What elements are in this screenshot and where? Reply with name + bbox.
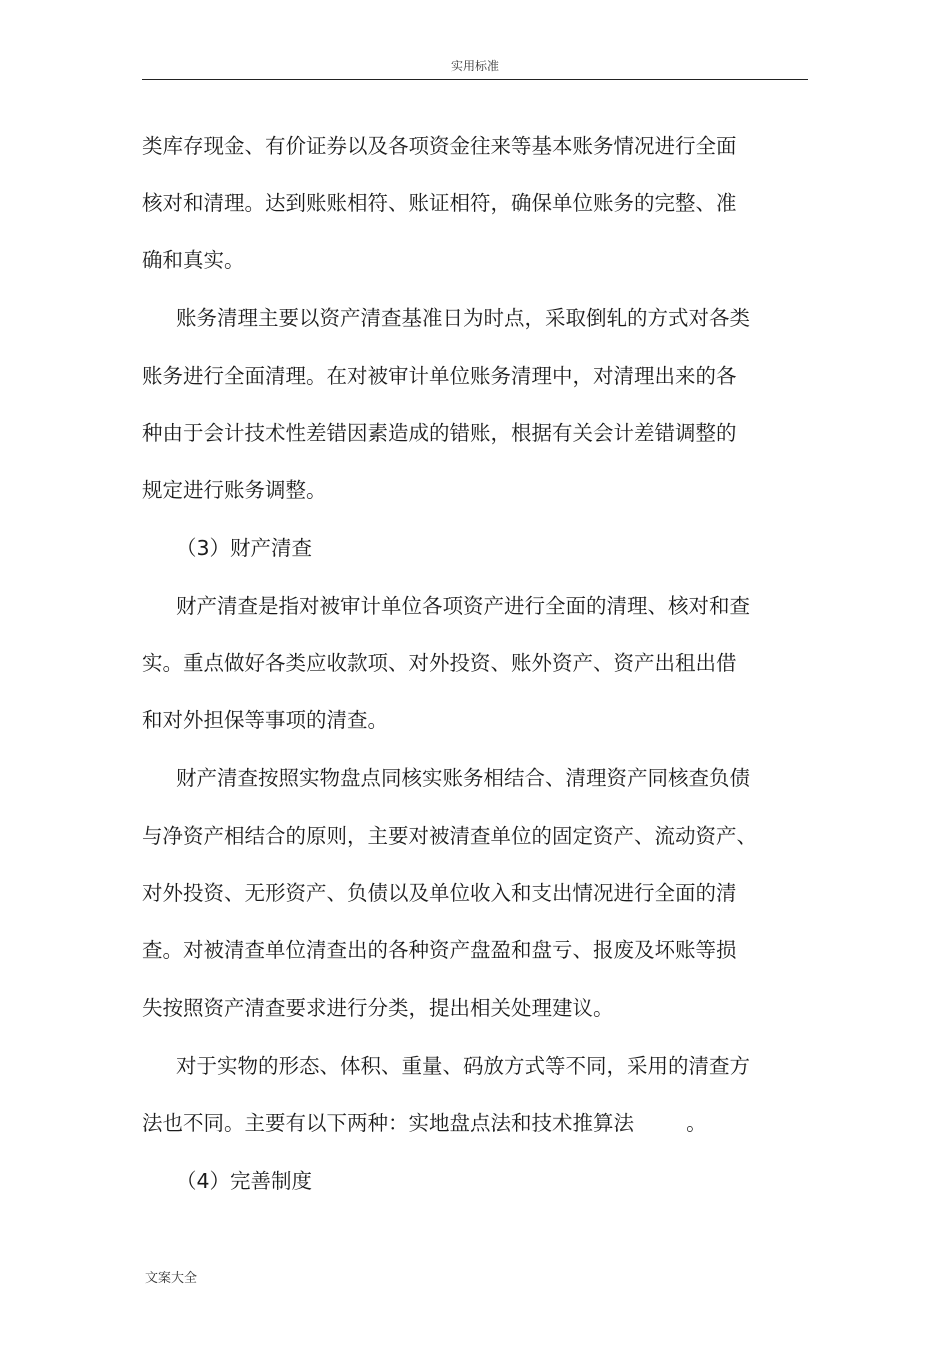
body-line: 失按照资产清查要求进行分类，提出相关处理建议。: [142, 996, 614, 1020]
body-line: 种由于会计技术性差错因素造成的错账，根据有关会计差错调整的: [142, 421, 737, 445]
body-line: 规定进行账务调整。: [142, 478, 327, 502]
body-line: 财产清查是指对被审计单位各项资产进行全面的清理、核对和查: [176, 594, 750, 618]
body-line: 和对外担保等事项的清查。: [142, 708, 388, 732]
body-line: 账务清理主要以资产清查基准日为时点，采取倒轧的方式对各类: [176, 306, 750, 330]
body-line: 对于实物的形态、体积、重量、码放方式等不同，采用的清查方: [176, 1054, 750, 1078]
body-line: 对外投资、无形资产、负债以及单位收入和支出情况进行全面的清: [142, 881, 737, 905]
body-line: 实。重点做好各类应收款项、对外投资、账外资产、资产出租出借: [142, 651, 737, 675]
body-line: 财产清查按照实物盘点同核实账务相结合、清理资产同核查负债: [176, 766, 750, 790]
body-line: 确和真实。: [142, 248, 245, 272]
body-line: 与净资产相结合的原则，主要对被清查单位的固定资产、流动资产、: [142, 824, 757, 848]
body-line: 法也不同。主要有以下两种：实地盘点法和技术推算法 。: [142, 1111, 707, 1135]
page-footer: 文案大全: [145, 1271, 198, 1286]
body-line: 账务进行全面清理。在对被审计单位账务清理中，对清理出来的各: [142, 364, 737, 388]
header-divider: [142, 79, 808, 80]
section-heading: （3）财产清查: [176, 536, 313, 560]
page-header: 实用标准: [450, 59, 499, 73]
body-line: 类库存现金、有价证券以及各项资金往来等基本账务情况进行全面: [142, 134, 737, 158]
body-line: 核对和清理。达到账账相符、账证相符，确保单位账务的完整、准: [142, 191, 737, 215]
body-line: 查。对被清查单位清查出的各种资产盘盈和盘亏、报废及坏账等损: [142, 938, 737, 962]
section-heading: （4）完善制度: [176, 1169, 313, 1193]
